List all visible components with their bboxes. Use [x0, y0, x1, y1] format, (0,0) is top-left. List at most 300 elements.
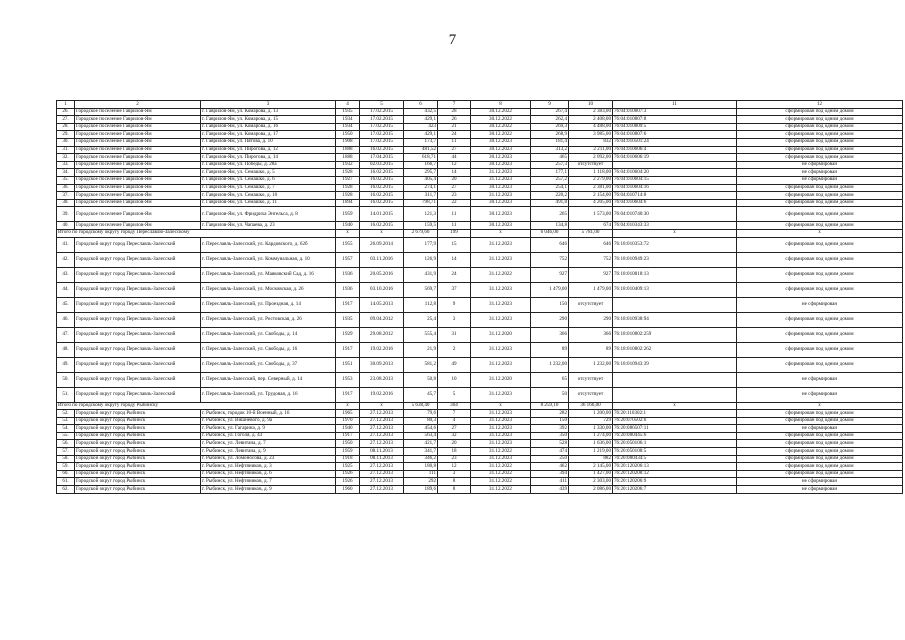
table-cell: 16.02.2015 — [360, 176, 404, 184]
table-cell: 80,3 — [404, 417, 438, 425]
table-cell: 12 — [438, 463, 471, 471]
table-cell: 177,9 — [404, 237, 438, 252]
subtotal-cell: x — [737, 229, 903, 237]
table-row — [57, 169, 903, 177]
table-cell: 76:04:010807:6 — [613, 131, 737, 139]
table-cell: 1928 — [336, 192, 360, 200]
table-cell: 45,7 — [404, 387, 438, 402]
table-cell: 581,2 — [404, 357, 438, 372]
table-cell: 9 — [438, 297, 471, 312]
table-cell: Городской округ город Рыбинск — [75, 486, 201, 494]
table-cell — [613, 161, 737, 169]
table-cell: 03.11.2016 — [360, 252, 404, 267]
table-cell: Городской округ город Переславль-Залесский — [75, 342, 201, 357]
subtotal-cell: x — [471, 229, 531, 237]
table-cell: 1932 — [336, 161, 360, 169]
table-cell: 411 — [531, 478, 569, 486]
table-cell: сформирован под одним домом — [737, 138, 903, 146]
table-row — [57, 222, 903, 230]
table-cell: 42. — [57, 252, 75, 267]
table-cell: 27.12.2013 — [360, 432, 404, 440]
table-cell: сформирован под одним домом — [737, 252, 903, 267]
table-cell: 27.12.2013 — [360, 463, 404, 471]
table-cell: сформирован под одним домом — [737, 282, 903, 297]
table-cell: 23.08.2013 — [360, 372, 404, 387]
table-cell: 44. — [57, 282, 75, 297]
table-cell: 1955 — [336, 237, 360, 252]
table-cell: 14 — [438, 252, 471, 267]
table-cell: 12 — [438, 161, 471, 169]
table-cell: 1917 — [336, 387, 360, 402]
table-cell: 1888 — [336, 146, 360, 154]
table-cell: 17.02.2015 — [360, 123, 404, 131]
table-cell: 290 — [531, 312, 569, 327]
table-cell: 08.11.2013 — [360, 448, 404, 456]
table-cell: 57. — [57, 448, 75, 456]
table-cell: 62. — [57, 486, 75, 494]
table-cell: 1 200,00 — [569, 410, 613, 418]
table-row — [57, 372, 903, 387]
table-cell: 10 — [438, 372, 471, 387]
table-cell: 250 — [531, 455, 569, 463]
table-cell: 16.02.2015 — [360, 199, 404, 207]
table-cell: Городской округ город Переславль-Залесский — [75, 357, 201, 372]
table-cell: 11 — [438, 138, 471, 146]
table-cell: 454,6 — [404, 425, 438, 433]
table-cell: 17.02.2015 — [360, 108, 404, 116]
table-cell: 1926 — [336, 470, 360, 478]
table-cell: не сформирован — [737, 297, 903, 312]
table-cell: 16.02.2015 — [360, 184, 404, 192]
table-cell: сформирован под одним домом — [737, 154, 903, 162]
table-cell: г. Рыбинск, ул. Левитана, д. 9 — [201, 448, 336, 456]
subtotal-cell: 5 638,40 — [404, 402, 438, 410]
table-cell: 2 303,00 — [569, 478, 613, 486]
table-cell: Городское поселение Гаврилов-Ям — [75, 207, 201, 222]
table-cell: Городское поселение Гаврилов-Ям — [75, 108, 201, 116]
table-cell: 1959 — [336, 448, 360, 456]
table-cell: 752 — [569, 252, 613, 267]
table-cell: 274,1 — [404, 184, 438, 192]
table-cell: 39. — [57, 207, 75, 222]
table-cell: г. Гаврилов-Ям, ул. Фридриха Энгельса, д. 8 — [201, 207, 336, 222]
table-cell — [613, 297, 737, 312]
table-cell: 30.12.2023 — [471, 222, 531, 230]
table-cell: 2 381,00 — [569, 184, 613, 192]
table-cell: 1965 — [336, 410, 360, 418]
table-cell: 26.09.2014 — [360, 237, 404, 252]
table-cell: 282 — [531, 410, 569, 418]
table-cell: г. Гаврилов-Ям, ул. Семашко, д. 11 — [201, 199, 336, 207]
table-cell: 76:04:010604:16 — [613, 184, 737, 192]
table-cell: г. Переславль-Залесский, ул. Свободы, д. 37 — [201, 357, 336, 372]
table-cell: Городской округ город Рыбинск — [75, 478, 201, 486]
table-cell: 1970 — [336, 417, 360, 425]
subtotal-cell: x — [360, 402, 404, 410]
table-cell: 31.12.2023 — [471, 342, 531, 357]
table-cell: 265 — [531, 207, 569, 222]
table-cell: 30.12.2023 — [471, 146, 531, 154]
table-cell: 76:18:010938:94 — [613, 312, 737, 327]
table-row — [57, 387, 903, 402]
table-cell: 31.12.2023 — [471, 440, 531, 448]
table-cell: не сформирован — [737, 176, 903, 184]
table-cell: 27.12.2013 — [360, 417, 404, 425]
table-cell: 54. — [57, 425, 75, 433]
table-cell: г. Гаврилов-Ям, ул. Семашко, д. 5 — [201, 169, 336, 177]
table-row — [57, 432, 903, 440]
subtotal-cell: x — [471, 402, 531, 410]
table-cell: сформирован под одним домом — [737, 131, 903, 139]
table-cell: 1928 — [336, 184, 360, 192]
table-cell: 465 — [531, 154, 569, 162]
table-cell: 60. — [57, 470, 75, 478]
table-cell: 405,4 — [404, 176, 438, 184]
table-cell: 2 154,00 — [569, 192, 613, 200]
table-row — [57, 410, 903, 418]
table-row — [57, 207, 903, 222]
table-cell: 18 — [438, 448, 471, 456]
table-cell: Городское поселение Гаврилов-Ям — [75, 192, 201, 200]
table-cell: г. Переславль-Залесский, ул. Свободы, д. 14 — [201, 327, 336, 342]
table-cell: 31.12.2023 — [471, 417, 531, 425]
table-cell: 295,7 — [404, 169, 438, 177]
table-cell: 38. — [57, 199, 75, 207]
table-cell: 76:18:010802:262 — [613, 342, 737, 357]
table-cell: 31.12.2023 — [471, 169, 531, 177]
table-cell: 31.12.2023 — [471, 432, 531, 440]
table-cell: 30.12.2022 — [471, 116, 531, 124]
table-cell — [613, 387, 737, 402]
table-cell: 20 — [438, 440, 471, 448]
table-row — [57, 425, 903, 433]
table-cell: 394 — [531, 470, 569, 478]
table-row — [57, 176, 903, 184]
table-cell: 112,8 — [404, 297, 438, 312]
table-cell: г. Гаврилов-Ям, ул. Семашко, д. 6 — [201, 176, 336, 184]
table-cell: 76:04:010606:4 — [613, 146, 737, 154]
table-cell: сформирован под одним домом — [737, 123, 903, 131]
table-cell: 1917 — [336, 432, 360, 440]
column-number-cell: 3 — [201, 101, 336, 109]
table-cell: 30.12.2022 — [471, 108, 531, 116]
table-cell: 2 145,00 — [569, 463, 613, 471]
table-cell: отсутствует — [569, 161, 613, 169]
column-number-cell: 10 — [569, 101, 613, 109]
table-cell: 1927 — [336, 176, 360, 184]
table-cell: 23 — [438, 192, 471, 200]
table-cell: 46. — [57, 312, 75, 327]
table-cell: 31.12.2023 — [471, 312, 531, 327]
table-cell: Городской округ город Рыбинск — [75, 463, 201, 471]
table-cell: 481,52 — [404, 146, 438, 154]
table-cell: 56. — [57, 440, 75, 448]
table-cell: не сформирован — [737, 387, 903, 402]
subtotal-cell: 2 679,60 — [404, 229, 438, 237]
table-cell: сформирован под одним домом — [737, 410, 903, 418]
table-cell: 89 — [569, 342, 613, 357]
table-cell: Городской округ город Рыбинск — [75, 440, 201, 448]
table-cell: 37 — [438, 282, 471, 297]
table-cell: г. Рыбинск, ул. Гоголя, д. 43 — [201, 432, 336, 440]
table-cell: 159,5 — [404, 222, 438, 230]
table-cell: 33. — [57, 161, 75, 169]
table-cell: 28 — [438, 108, 471, 116]
table-row — [57, 237, 903, 252]
table-cell: г. Рыбинск, городок 10-й Военный, д. 16 — [201, 410, 336, 418]
table-row — [57, 486, 903, 494]
table-cell: 1960 — [336, 486, 360, 494]
column-number-cell: 11 — [613, 101, 737, 109]
table-cell: 267,4 — [531, 108, 569, 116]
table-cell: 76:18:010818:13 — [613, 267, 737, 282]
table-cell: 37. — [57, 192, 75, 200]
table-cell: 180,8 — [404, 463, 438, 471]
table-cell: отсутствует — [569, 297, 613, 312]
table-cell: г. Гаврилов-Ям, ул. Комарова, д. 17 — [201, 131, 336, 139]
subtotal-cell: x — [336, 229, 360, 237]
table-cell: Городской округ город Переславль-Залесский — [75, 252, 201, 267]
table-cell: 392 — [531, 425, 569, 433]
table-cell: Городское поселение Гаврилов-Ям — [75, 184, 201, 192]
table-cell: 1959 — [336, 207, 360, 222]
table-cell: г. Гаврилов-Ям, ул. Комарова, д. 13 — [201, 108, 336, 116]
subtotal-label: Итого по городскому округу городу Переславлю-Залесскому — [57, 229, 336, 237]
table-cell: сформирован под одним домом — [737, 192, 903, 200]
table-cell: 2 092,00 — [569, 154, 613, 162]
table-cell: 1918 — [336, 455, 360, 463]
table-cell: 14.05.2013 — [360, 297, 404, 312]
table-row — [57, 297, 903, 312]
table-cell: 17.02.2015 — [360, 131, 404, 139]
table-cell: 1935 — [336, 108, 360, 116]
table-cell: 23 — [438, 455, 471, 463]
table-cell: 02.03.2015 — [360, 161, 404, 169]
column-number-cell: 5 — [360, 101, 404, 109]
table-cell: 31.12.2023 — [471, 252, 531, 267]
table-row — [57, 267, 903, 282]
subtotal-label: Итого по городскому округу городу Рыбинску — [57, 402, 336, 410]
table-cell: 17.02.2015 — [360, 138, 404, 146]
table-row — [57, 440, 903, 448]
table-cell: 1950 — [336, 440, 360, 448]
table-cell: 4 205,00 — [569, 199, 613, 207]
subtotal-cell: x — [336, 402, 360, 410]
register-table — [56, 100, 903, 494]
table-cell: 290 — [569, 312, 613, 327]
table-cell: 76:20:080507:11 — [613, 425, 737, 433]
table-cell: 76:04:010604:20 — [613, 169, 737, 177]
table-cell: 462 — [531, 463, 569, 471]
table-cell: 31.12.2022 — [471, 463, 531, 471]
column-number-cell: 8 — [471, 101, 531, 109]
table-cell: 31.12.2023 — [471, 192, 531, 200]
table-cell: 1929 — [336, 327, 360, 342]
table-cell: 126,9 — [404, 252, 438, 267]
table-cell: 22 — [438, 199, 471, 207]
table-row — [57, 192, 903, 200]
table-cell: сформирован под одним домом — [737, 463, 903, 471]
table-cell: г. Гаврилов-Ям, ул. Чапаева, д. 23 — [201, 222, 336, 230]
table-cell: 50. — [57, 372, 75, 387]
table-cell: 150 — [531, 417, 569, 425]
table-cell — [613, 372, 737, 387]
table-cell: 528 — [531, 440, 569, 448]
table-cell: 76:20:050108:5 — [613, 448, 737, 456]
table-cell: 1925 — [336, 463, 360, 471]
table-cell: 31.12.2023 — [471, 237, 531, 252]
table-cell: 254,1 — [531, 184, 569, 192]
table-cell: 1 232,00 — [531, 357, 569, 372]
table-cell: 2 408,00 — [569, 116, 613, 124]
table-cell: 1 330,00 — [569, 425, 613, 433]
table-cell: 31.12.2023 — [471, 176, 531, 184]
table-cell: 21,9 — [404, 342, 438, 357]
table-row — [57, 478, 903, 486]
table-cell: 2 383,00 — [569, 108, 613, 116]
table-cell: 311,7 — [404, 192, 438, 200]
table-cell: 27.12.2013 — [360, 410, 404, 418]
subtotal-cell: x — [360, 229, 404, 237]
table-cell: 31.12.2023 — [471, 282, 531, 297]
table-cell: 30. — [57, 138, 75, 146]
table-cell: г. Гаврилов-Ям, ул. Пирогова, д. 14 — [201, 154, 336, 162]
column-number-row — [57, 101, 903, 109]
table-cell: 30.12.2023 — [471, 207, 531, 222]
table-cell: 313,2 — [531, 146, 569, 154]
table-row — [57, 455, 903, 463]
table-row — [57, 282, 903, 297]
table-cell: г. Гаврилов-Ям, ул. Семашко, д. 10 — [201, 192, 336, 200]
table-cell: 27.12.2013 — [360, 486, 404, 494]
table-cell: 1940 — [336, 425, 360, 433]
table-cell: 1935 — [336, 312, 360, 327]
table-cell: сформирован под одним домом — [737, 327, 903, 342]
table-cell: г. Гаврилов-Ям, ул. Пятова, д. 10 — [201, 138, 336, 146]
table-cell: 76:04:010809:5 — [613, 123, 737, 131]
table-cell: Городской округ город Переславль-Залесский — [75, 387, 201, 402]
column-number-cell: 4 — [336, 101, 360, 109]
table-cell: 555,4 — [404, 327, 438, 342]
table-cell: 16.02.2015 — [360, 192, 404, 200]
table-cell: 421,7 — [404, 440, 438, 448]
table-cell: 366 — [569, 327, 613, 342]
table-cell: сформирован под одним домом — [737, 116, 903, 124]
table-cell: 429,1 — [404, 131, 438, 139]
table-cell: 8 — [438, 486, 471, 494]
table-cell: 618,71 — [404, 154, 438, 162]
table-cell: Городской округ город Рыбинск — [75, 410, 201, 418]
table-cell: сформирован под одним домом — [737, 342, 903, 357]
table-row — [57, 327, 903, 342]
table-cell: 262,4 — [531, 116, 569, 124]
table-cell: 31.12.2023 — [471, 297, 531, 312]
table-cell: 752 — [531, 252, 569, 267]
table-cell: 76:20:080434:5 — [613, 455, 737, 463]
subtotal-cell: 5 781,00 — [569, 229, 613, 237]
table-cell: 1928 — [336, 169, 360, 177]
table-cell: 11 — [438, 222, 471, 230]
table-cell: 35. — [57, 176, 75, 184]
table-cell: 646 — [569, 237, 613, 252]
table-cell: сформирован под одним домом — [737, 207, 903, 222]
table-cell: 48. — [57, 342, 75, 357]
table-cell: г. Рыбинск, ул. Нефтяников, д. 9 — [201, 486, 336, 494]
table-cell: 31.12.2023 — [471, 357, 531, 372]
table-cell: не сформирован — [737, 372, 903, 387]
table-cell: 350 — [531, 432, 569, 440]
table-cell: 268,9 — [531, 131, 569, 139]
table-cell: 76:04:010807:3 — [613, 108, 737, 116]
table-cell: 3 — [438, 470, 471, 478]
table-cell: 49. — [57, 357, 75, 372]
table-cell: 1951 — [336, 357, 360, 372]
table-cell: 4 488,00 — [569, 123, 613, 131]
table-cell: 1936 — [336, 267, 360, 282]
table-cell: 47. — [57, 327, 75, 342]
table-cell: 189,6 — [404, 486, 438, 494]
table-cell: 16.02.2015 — [360, 146, 404, 154]
subtotal-cell: x — [613, 402, 737, 410]
table-cell: Городской округ город Переславль-Залесский — [75, 297, 201, 312]
table-cell: 76:20:120206:7 — [613, 486, 737, 494]
table-cell: 111 — [404, 470, 438, 478]
table-cell: 5 — [438, 387, 471, 402]
table-cell: 76:20:120206:9 — [613, 478, 737, 486]
table-cell: 1953 — [336, 372, 360, 387]
table-row — [57, 161, 903, 169]
table-cell: 26 — [438, 116, 471, 124]
table-cell: сформирован под одним домом — [737, 357, 903, 372]
table-cell: 21 — [438, 123, 471, 131]
table-cell: Городское поселение Гаврилов-Ям — [75, 154, 201, 162]
table-cell: 34. — [57, 169, 75, 177]
table-cell: 439 — [531, 486, 569, 494]
table-cell: 19.02.2016 — [360, 387, 404, 402]
subtotal-row — [57, 229, 903, 237]
table-cell: не сформирован — [737, 425, 903, 433]
table-cell: 50 — [531, 387, 569, 402]
table-cell: 474 — [531, 448, 569, 456]
table-cell: сформирован под одним домом — [737, 440, 903, 448]
column-number-cell: 6 — [404, 101, 438, 109]
table-cell: Городское поселение Гаврилов-Ям — [75, 123, 201, 131]
table-cell: 134,8 — [531, 222, 569, 230]
table-cell: 03.10.2016 — [360, 282, 404, 297]
table-row — [57, 138, 903, 146]
table-cell: 76:20:120206:13 — [613, 463, 737, 471]
table-cell: Городской округ город Переславль-Залесский — [75, 312, 201, 327]
table-cell: Городской округ город Переславль-Залесский — [75, 282, 201, 297]
table-cell: 30.12.2023 — [471, 154, 531, 162]
table-cell: не сформирован — [737, 478, 903, 486]
table-cell: г. Рыбинск, ул. Вишнёвого, д. 9а — [201, 417, 336, 425]
table-cell: 19.02.2016 — [360, 342, 404, 357]
subtotal-cell: x — [613, 229, 737, 237]
table-row — [57, 199, 903, 207]
table-cell: 27.12.2013 — [360, 440, 404, 448]
table-cell: 1908 — [336, 138, 360, 146]
table-cell: 1 479,00 — [569, 282, 613, 297]
table-cell: сформирован под одним домом — [737, 146, 903, 154]
table-cell: 76:04:010343:33 — [613, 222, 737, 230]
table-row — [57, 463, 903, 471]
table-cell: Городской округ город Переславль-Залесский — [75, 372, 201, 387]
table-cell: сформирован под одним домом — [737, 312, 903, 327]
column-number-cell: 9 — [531, 101, 569, 109]
table-cell: 1940 — [336, 222, 360, 230]
table-cell: Городское поселение Гаврилов-Ям — [75, 161, 201, 169]
